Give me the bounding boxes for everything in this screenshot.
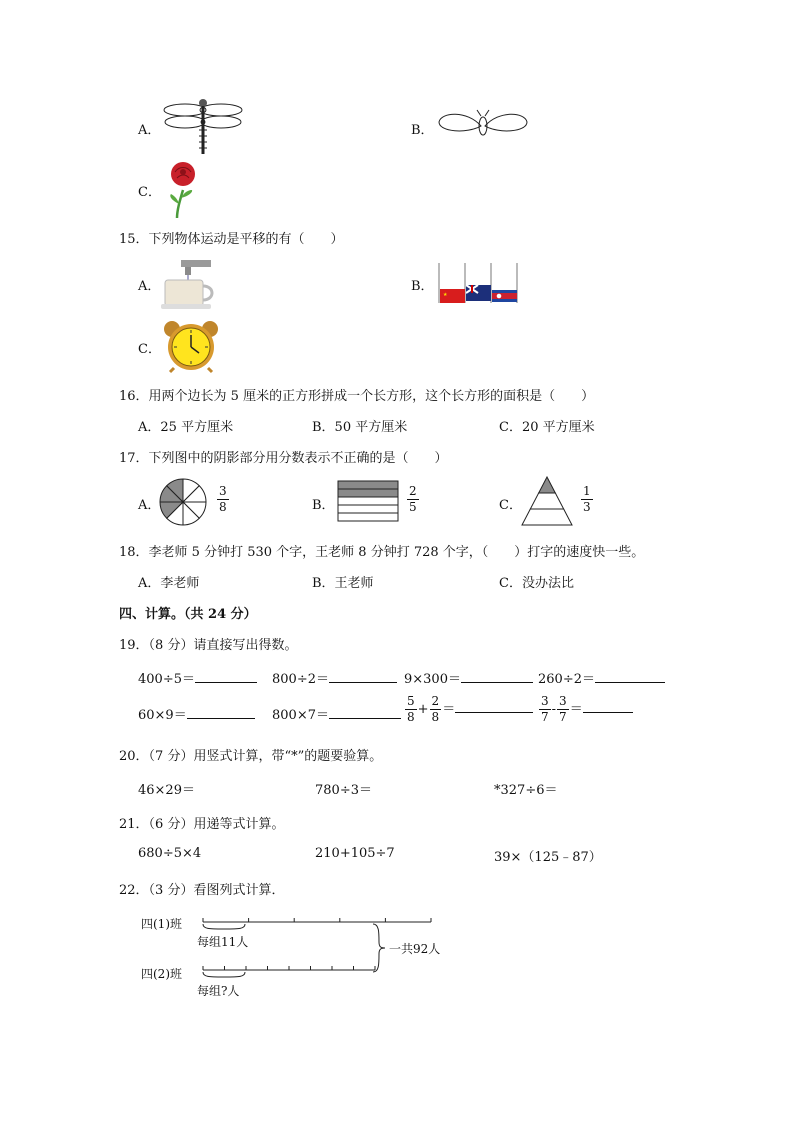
q19-answer-blank-4[interactable] [595,670,665,683]
q16-stem: 16．用两个边长为 5 厘米的正方形拼成一个长方形，这个长方形的面积是（ ） [119,389,595,404]
q19-frac-3-7-a [539,694,551,725]
q19-expr-5: 60×9＝ [138,708,187,723]
q19-7-num2: 2 [431,694,440,708]
q17-bar-strip [338,505,398,513]
faucet-cup-image [161,258,217,310]
dragonfly-image [163,96,243,158]
q19-item-8 [538,694,633,725]
svg-text:★: ★ [443,292,448,298]
q22-group2-label: 每组?人 [197,984,240,998]
q22-group1-label: 每组11人 [197,935,249,949]
q17-option-c-fraction [581,484,593,515]
q18-option-b: B．王老师 [312,576,374,591]
q17-b-numerator: 2 [409,484,417,498]
q19-answer-blank-3[interactable] [461,670,533,683]
q19-item-6 [272,704,401,723]
flags-image [436,263,520,305]
q17-stem: 17．下列图中的阴影部分用分数表示不正确的是（ ） [119,451,448,466]
q22-brace-group1 [203,924,245,929]
q20-stem: 20．（7 分）用竖式计算，带“*”的题要验算。 [119,749,383,764]
q19-item-1 [138,668,257,687]
q22-brace-group2 [203,972,245,977]
q17-a-numerator: 3 [219,484,227,498]
q19-item-7 [404,694,533,725]
q17-a-denominator: 8 [219,500,227,514]
q21-item-1: 680÷5×4 [138,846,202,861]
q17-triangle-band [522,509,572,525]
q19-8-equals: ＝ [569,702,583,717]
q17-c-denominator: 3 [583,500,591,514]
q21-item-2: 210+105÷7 [315,846,395,861]
butterfly-outline-image [437,108,529,144]
q19-expr-3: 9×300＝ [404,672,461,687]
q19-expr-6: 800×7＝ [272,708,329,723]
q19-item-3 [404,668,533,687]
q19-expr-1: 400÷5＝ [138,672,195,687]
q16-option-b: B．50 平方厘米 [312,420,408,435]
q19-8-den2: 7 [559,710,567,724]
q19-answer-blank-2[interactable] [329,670,397,683]
q22-class2-label: 四(2)班 [141,967,182,981]
q19-item-4 [538,668,665,687]
q17-bar-strip [338,481,398,489]
q19-7-num1: 5 [407,694,415,708]
q14-option-c-label: C． [138,185,161,200]
q22-class1-label: 四(1)班 [141,917,182,931]
q21-item-3: 39×（125﹣87） [494,850,602,865]
q19-8-den1: 7 [541,710,549,724]
q19-frac-3-7-b [557,694,569,725]
q19-7-den2: 8 [431,710,440,724]
q19-expr-2: 800÷2＝ [272,672,329,687]
q17-circle-figure [159,478,207,526]
q19-answer-blank-6[interactable] [329,706,401,719]
q21-stem: 21．（6 分）用递等式计算。 [119,817,285,832]
q17-option-b-fraction [407,484,419,515]
q22-stem: 22．（3 分）看图列式计算． [119,883,285,898]
alarm-clock-image [162,320,220,372]
q17-option-c-label: C． [499,498,522,513]
q17-option-a-fraction [217,484,229,515]
q17-bars-figure [337,481,399,522]
q17-option-b-label: B． [312,498,335,513]
q17-triangle-band [539,477,556,493]
section-4-heading: 四、计算。（共 24 分） [119,607,257,622]
q22-line-diagram [135,910,453,1002]
q15-option-c-label: C． [138,342,161,357]
q19-answer-blank-1[interactable] [195,670,257,683]
q17-triangle-band [530,493,563,509]
q19-item-5 [138,704,255,723]
q15-stem: 15．下列物体运动是平移的有（ ） [119,232,344,247]
q19-7-den1: 8 [407,710,415,724]
q19-8-operator: - [551,702,557,717]
q19-frac-2-8 [430,694,442,725]
q17-option-a-label: A． [138,498,161,513]
q19-item-2 [272,668,397,687]
q22-total-label: 一共92人 [389,942,441,956]
q19-answer-blank-7[interactable] [455,700,533,713]
q16-option-a: A．25 平方厘米 [138,420,234,435]
q19-8-num1: 3 [541,694,549,708]
q20-item-3: *327÷6＝ [494,783,558,798]
q19-answer-blank-8[interactable] [583,700,633,713]
q19-7-equals: ＝ [442,702,456,717]
q17-triangle-figure [521,476,573,526]
q20-item-1: 46×29＝ [138,783,195,798]
q22-brace-total [373,924,385,972]
q15-option-b-label: B． [411,279,434,294]
q14-option-a-label: A． [138,123,161,138]
q15-option-a-label: A． [138,279,161,294]
q20-item-2: 780÷3＝ [315,783,372,798]
q22-diagram [135,910,453,1002]
q16-option-c: C．20 平方厘米 [499,420,595,435]
q17-bar-strip [338,489,398,497]
q17-b-denominator: 5 [409,500,417,514]
q19-7-operator: + [417,702,429,717]
q17-bar-strip [338,513,398,521]
q17-bar-strip [338,497,398,505]
q18-option-a: A．李老师 [138,576,200,591]
q18-option-c: C．没办法比 [499,576,574,591]
q19-frac-5-8 [405,694,417,725]
rose-image [165,160,201,220]
q14-option-b-label: B． [411,123,434,138]
q19-stem: 19．（8 分）请直接写出得数。 [119,638,298,653]
q18-stem: 18．李老师 5 分钟打 530 个字，王老师 8 分钟打 728 个字，（ ）打字的速度快一些。 [119,545,645,560]
q19-answer-blank-5[interactable] [187,706,255,719]
q19-expr-4: 260÷2＝ [538,672,595,687]
q17-c-numerator: 1 [583,484,591,498]
q19-8-num2: 3 [559,694,567,708]
